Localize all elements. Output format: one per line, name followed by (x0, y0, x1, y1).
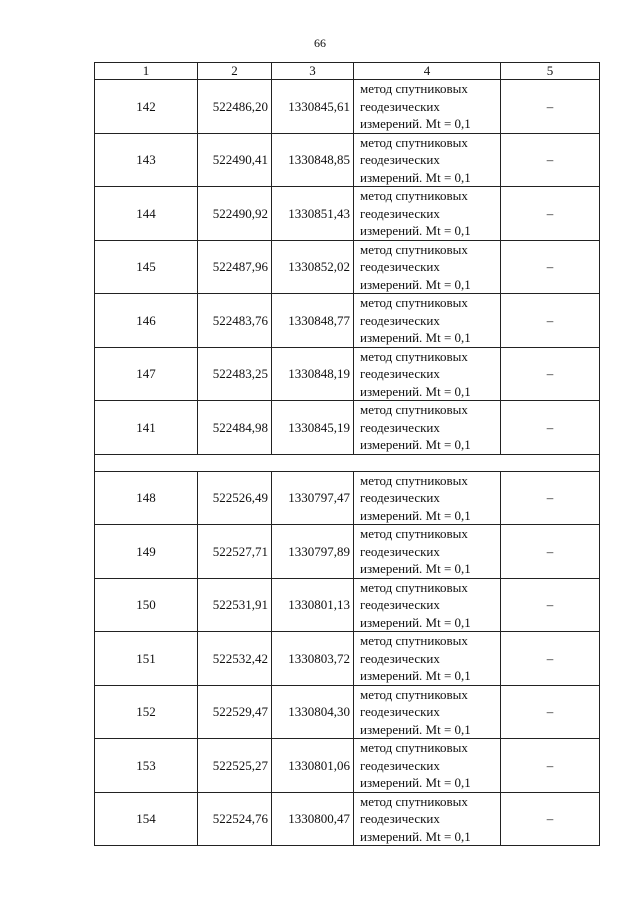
y-coordinate-cell: 1330804,30 (272, 685, 354, 739)
table-body (95, 80, 600, 846)
method-line: метод спутниковых (360, 740, 468, 755)
method-cell (354, 739, 501, 793)
method-line: геодезических (360, 490, 440, 505)
method-line: геодезических (360, 259, 440, 274)
note-cell: – (501, 80, 600, 134)
table-row (95, 80, 600, 134)
method-line: измерений. Mt = 0,1 (360, 775, 471, 790)
method-line: измерений. Mt = 0,1 (360, 116, 471, 131)
note-cell: – (501, 578, 600, 632)
table-row (95, 471, 600, 525)
method-line: геодезических (360, 811, 440, 826)
point-number-cell: 153 (95, 739, 198, 793)
method-cell (354, 347, 501, 401)
y-coordinate-cell: 1330801,13 (272, 578, 354, 632)
note-cell: – (501, 632, 600, 686)
table-row (95, 685, 600, 739)
method-cell (354, 187, 501, 241)
method-line: геодезических (360, 205, 440, 221)
note-cell: – (501, 685, 600, 739)
method-cell (354, 80, 501, 134)
separator-cell (95, 454, 600, 471)
method-cell (354, 294, 501, 348)
method-line: метод спутниковых (360, 188, 468, 203)
point-number-cell: 148 (95, 471, 198, 525)
method-line: измерений. Mt = 0,1 (360, 169, 471, 185)
table-row (95, 187, 600, 241)
method-line: метод спутниковых (360, 526, 468, 541)
note-cell: – (501, 133, 600, 187)
y-coordinate-cell: 1330848,19 (272, 347, 354, 401)
method-line: метод спутниковых (360, 472, 468, 488)
method-line: измерений. Mt = 0,1 (360, 721, 471, 737)
y-coordinate-cell: 1330803,72 (272, 632, 354, 686)
method-cell (354, 792, 501, 846)
table-row (95, 347, 600, 401)
method-line: геодезических (360, 597, 440, 612)
note-cell: – (501, 240, 600, 294)
method-line: измерений. Mt = 0,1 (360, 828, 471, 844)
x-coordinate-cell: 522526,49 (198, 471, 272, 525)
point-number-cell: 149 (95, 525, 198, 579)
point-number-cell: 151 (95, 632, 198, 686)
y-coordinate-cell: 1330852,02 (272, 240, 354, 294)
x-coordinate-cell: 522487,96 (198, 240, 272, 294)
x-coordinate-cell: 522490,41 (198, 133, 272, 187)
method-line: метод спутниковых (360, 134, 468, 150)
coordinates-table (94, 62, 600, 846)
method-cell (354, 133, 501, 187)
method-line: измерений. Mt = 0,1 (360, 507, 471, 523)
x-coordinate-cell: 522483,76 (198, 294, 272, 348)
note-cell: – (501, 401, 600, 455)
table-row (95, 578, 600, 632)
table-row (95, 739, 600, 793)
method-line: измерений. Mt = 0,1 (360, 561, 471, 576)
x-coordinate-cell: 522531,91 (198, 578, 272, 632)
column-header: 5 (501, 63, 600, 80)
method-line: геодезических (360, 704, 440, 719)
note-cell: – (501, 471, 600, 525)
point-number-cell: 144 (95, 187, 198, 241)
method-cell (354, 525, 501, 579)
method-line: измерений. Mt = 0,1 (360, 330, 471, 345)
method-line: метод спутниковых (360, 579, 468, 595)
y-coordinate-cell: 1330845,19 (272, 401, 354, 455)
method-line: измерений. Mt = 0,1 (360, 223, 471, 238)
column-header: 1 (95, 63, 198, 80)
point-number-cell: 152 (95, 685, 198, 739)
method-line: метод спутниковых (360, 686, 468, 702)
table-row (95, 401, 600, 455)
method-line: геодезических (360, 366, 440, 381)
x-coordinate-cell: 522484,98 (198, 401, 272, 455)
method-cell (354, 578, 501, 632)
note-cell: – (501, 187, 600, 241)
x-coordinate-cell: 522483,25 (198, 347, 272, 401)
note-cell: – (501, 739, 600, 793)
point-number-cell: 147 (95, 347, 198, 401)
method-line: метод спутниковых (360, 348, 468, 364)
table-row (95, 525, 600, 579)
method-cell (354, 685, 501, 739)
y-coordinate-cell: 1330851,43 (272, 187, 354, 241)
y-coordinate-cell: 1330800,47 (272, 792, 354, 846)
method-line: геодезических (360, 312, 440, 328)
method-line: измерений. Mt = 0,1 (360, 276, 471, 292)
method-line: геодезических (360, 152, 440, 167)
table-row (95, 133, 600, 187)
method-line: метод спутниковых (360, 402, 468, 417)
page-number: 66 (314, 36, 326, 50)
table-header-row (95, 63, 600, 80)
method-line: метод спутниковых (360, 793, 468, 809)
method-line: геодезических (360, 419, 440, 435)
method-line: геодезических (360, 543, 440, 559)
note-cell: – (501, 294, 600, 348)
method-line: измерений. Mt = 0,1 (360, 437, 471, 452)
y-coordinate-cell: 1330848,77 (272, 294, 354, 348)
method-line: метод спутниковых (360, 295, 468, 310)
method-line: метод спутниковых (360, 633, 468, 648)
x-coordinate-cell: 522525,27 (198, 739, 272, 793)
column-header: 4 (354, 63, 501, 80)
point-number-cell: 146 (95, 294, 198, 348)
note-cell: – (501, 347, 600, 401)
x-coordinate-cell: 522527,71 (198, 525, 272, 579)
point-number-cell: 154 (95, 792, 198, 846)
method-line: геодезических (360, 98, 440, 114)
y-coordinate-cell: 1330845,61 (272, 80, 354, 134)
method-cell (354, 632, 501, 686)
table-row (95, 632, 600, 686)
method-line: геодезических (360, 650, 440, 666)
y-coordinate-cell: 1330797,89 (272, 525, 354, 579)
column-header: 3 (272, 63, 354, 80)
method-cell (354, 401, 501, 455)
y-coordinate-cell: 1330797,47 (272, 471, 354, 525)
column-header: 2 (198, 63, 272, 80)
note-cell: – (501, 525, 600, 579)
table-row (95, 792, 600, 846)
point-number-cell: 143 (95, 133, 198, 187)
method-cell (354, 240, 501, 294)
x-coordinate-cell: 522524,76 (198, 792, 272, 846)
point-number-cell: 142 (95, 80, 198, 134)
method-line: метод спутниковых (360, 241, 468, 257)
method-line: геодезических (360, 757, 440, 773)
x-coordinate-cell: 522529,47 (198, 685, 272, 739)
separator-row (95, 454, 600, 471)
method-cell (354, 471, 501, 525)
point-number-cell: 141 (95, 401, 198, 455)
x-coordinate-cell: 522490,92 (198, 187, 272, 241)
table-row (95, 240, 600, 294)
x-coordinate-cell: 522486,20 (198, 80, 272, 134)
point-number-cell: 145 (95, 240, 198, 294)
table-row (95, 294, 600, 348)
method-line: измерений. Mt = 0,1 (360, 383, 471, 399)
method-line: измерений. Mt = 0,1 (360, 614, 471, 630)
y-coordinate-cell: 1330801,06 (272, 739, 354, 793)
point-number-cell: 150 (95, 578, 198, 632)
y-coordinate-cell: 1330848,85 (272, 133, 354, 187)
note-cell: – (501, 792, 600, 846)
method-line: метод спутниковых (360, 81, 468, 96)
method-line: измерений. Mt = 0,1 (360, 668, 471, 683)
x-coordinate-cell: 522532,42 (198, 632, 272, 686)
